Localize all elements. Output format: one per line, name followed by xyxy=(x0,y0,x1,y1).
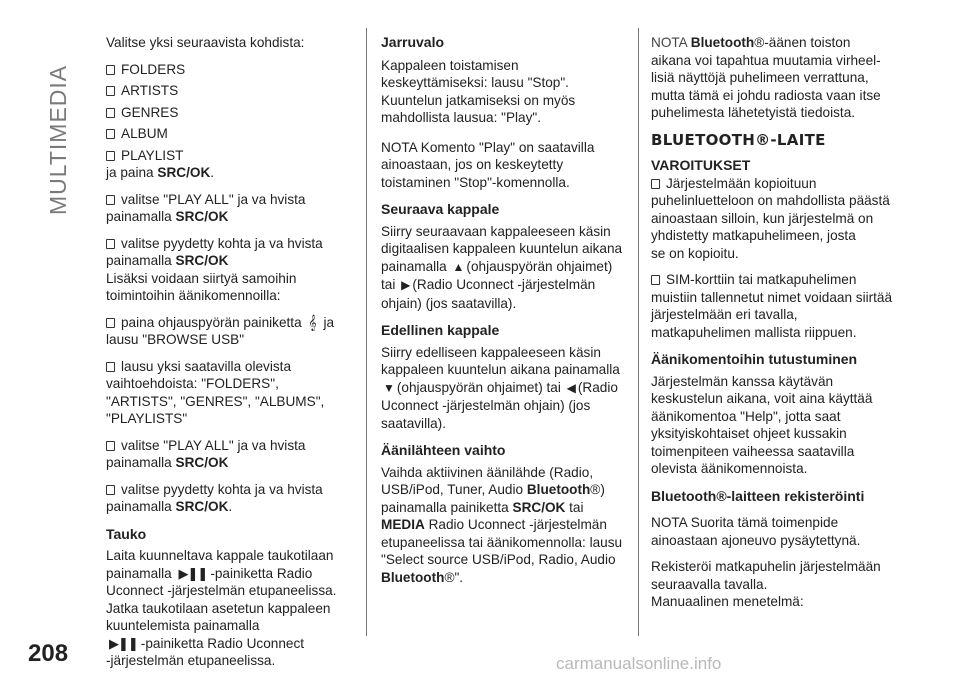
triangle-down-icon: ▼ xyxy=(383,380,395,395)
column-divider-left xyxy=(366,28,367,636)
warning-1: Järjestelmään kopioituun puhelinluetteloon on mahdollista päästä ainoastaan silloin, kun järjestelmä on yhdistetty matkapuhelimeen, josta se on kopioitu. xyxy=(651,175,890,261)
intro-text: Valitse yksi seuraavista kohdista: xyxy=(106,35,305,50)
checkbox-icon xyxy=(651,275,660,285)
checkbox-icon xyxy=(106,239,115,249)
voice-step-1: paina ohjauspyörän painiketta 𝄞 ja lausu "BROWSE USB" xyxy=(106,313,335,347)
heading-bluetooth-device: BLUETOOTH®-LAITE xyxy=(651,130,826,149)
jarruvalo-text: Kappaleen toistamisen keskeyttämiseksi: lausu "Stop". Kuuntelun jatkamiseksi on myös mahdollista lausua: "Play". xyxy=(381,57,576,125)
checkbox-icon xyxy=(651,179,660,189)
column-divider-right xyxy=(638,28,639,636)
option-album: ALBUM xyxy=(106,125,361,143)
footer-watermark: carmanualsonline.info xyxy=(556,654,722,673)
option-playlist: PLAYLIST xyxy=(106,147,361,165)
play-pause-icon: ▶❚❚ xyxy=(178,565,208,581)
checkbox-icon xyxy=(106,485,115,495)
next-track-text: Siirry seuraavaan kappaleeseen käsin digitaalisen kappaleen kuuntelun aikana painamalla ▲ (ohjauspyörän ohjaimet) tai ▶ (Radio Uconnect -järjestelmän ohjain) (jos saatavilla). xyxy=(381,223,623,311)
option-genres: GENRES xyxy=(106,104,361,122)
press-src-ok: ja paina SRC/OK. xyxy=(106,165,215,180)
voice-step-2: lausu yksi saatavilla olevista vaihtoehdoista: "FOLDERS", "ARTISTS", "GENRES", "ALBUMS", "PLAYLISTS" xyxy=(106,358,325,426)
previous-track-text: Siirry edelliseen kappaleeseen käsin kappaleen kuuntelun aikana painamalla ▼ (ohjauspyörän ohjaimet) tai ◀ (Radio Uconnect -järjestelmän ohjain) (jos saatavilla). xyxy=(381,344,620,431)
triangle-left-icon: ◀ xyxy=(566,380,576,395)
source-change-text: Vaihda aktiivinen äänilähde (Radio, USB/iPod, Tuner, Audio Bluetooth®) painamalla painiketta SRC/OK tai MEDIA Radio Uconnect -järjestelmän etupaneelissa tai äänikomennolla: lausu "Select source USB/iPod, Radio, Audio Bluetooth®". xyxy=(381,464,623,585)
triangle-up-icon: ▲ xyxy=(452,259,465,274)
checkbox-icon xyxy=(106,318,115,328)
voice-step-4: valitse pyydetty kohta ja va hvista painamalla SRC/OK. xyxy=(106,481,323,514)
play-pause-icon: ▶❚❚ xyxy=(109,635,138,651)
heading-warnings: VAROITUKSET xyxy=(651,157,751,173)
heading-device-registration: Bluetooth®-laitteen rekisteröinti xyxy=(651,487,865,504)
section-label: MULTIMEDIA xyxy=(45,64,71,215)
registration-note: NOTA Suorita tämä toimenpide ainoastaan ajoneuvo pysäytettynä. xyxy=(651,515,861,548)
page-number: 208 xyxy=(28,640,69,667)
voice-commands-text: Järjestelmän kanssa käytävän keskustelun aikana, voit aina käyttää äänikomentoa "Help", jotta saat yksityiskohtaiset ohjeet kussakin toimenpiteen vaiheessa saatavilla olevista äänikomennoista. xyxy=(651,373,873,476)
step-select-item: valitse pyydetty kohta ja va hvista painamalla SRC/OK xyxy=(106,235,323,268)
heading-voice-commands: Äänikomentoihin tutustuminen xyxy=(651,351,858,367)
column-1 xyxy=(106,34,361,670)
heading-tauko: Tauko xyxy=(106,525,147,542)
tauko-text: Laita kuunneltava kappale taukotilaan painamalla ▶❚❚ -painiketta Radio Uconnect -järjestelmän etupaneelissa. Jatka taukotilaan asetetun kappaleen kuuntelemista painamalla ▶❚❚ -painiketta Radio Uconnect -järjestelmän etupaneelissa. xyxy=(106,548,337,668)
voice-gesture-icon: 𝄞 xyxy=(308,313,317,330)
heading-source-change: Äänilähteen vaihto xyxy=(381,442,506,458)
voice-intro: Lisäksi voidaan siirtyä samoihin toimintoihin äänikomennoilla: xyxy=(106,270,297,303)
checkbox-icon xyxy=(106,108,115,118)
column-2 xyxy=(381,34,633,586)
jarruvalo-note: NOTA Komento "Play" on saatavilla ainoastaan, jos on keskeytetty toistaminen "Stop"-komennolla. xyxy=(381,139,595,190)
step-play-all: valitse "PLAY ALL" ja va hvista painamalla SRC/OK xyxy=(106,191,306,224)
checkbox-icon xyxy=(106,195,115,205)
checkbox-icon xyxy=(106,362,115,372)
checkbox-icon xyxy=(106,151,115,161)
registration-text: Rekisteröi matkapuhelin järjestelmään seuraavalla tavalla. Manuaalinen menetelmä: xyxy=(651,559,881,609)
checkbox-icon xyxy=(106,129,115,139)
warning-2: SIM-korttiin tai matkapuhelimen muistiin tallennetut nimet voidaan siirtää järjestelmään eri tavalla, matkapuhelimen mallista riippuen. xyxy=(651,272,893,340)
option-artists: ARTISTS xyxy=(106,82,361,100)
checkbox-icon xyxy=(106,441,115,451)
triangle-right-icon: ▶ xyxy=(401,278,411,292)
bluetooth-audio-note: NOTA Bluetooth®-äänen toiston aikana voi tapahtua muutamia virheel- lisiä näyttöjä puhelimeen verrattuna, mutta tämä ei johdu radiosta vaan itse puhelimesta lähetetyistä tiedoista. xyxy=(651,35,881,120)
checkbox-icon xyxy=(106,65,115,75)
heading-previous-track: Edellinen kappale xyxy=(381,322,500,338)
column-3 xyxy=(651,34,911,611)
heading-next-track: Seuraava kappale xyxy=(381,201,500,217)
voice-step-3: valitse "PLAY ALL" ja va hvista painamalla SRC/OK xyxy=(106,437,306,470)
heading-jarruvalo: Jarruvalo xyxy=(381,34,445,50)
checkbox-icon xyxy=(106,86,115,96)
option-folders: FOLDERS xyxy=(106,61,361,79)
